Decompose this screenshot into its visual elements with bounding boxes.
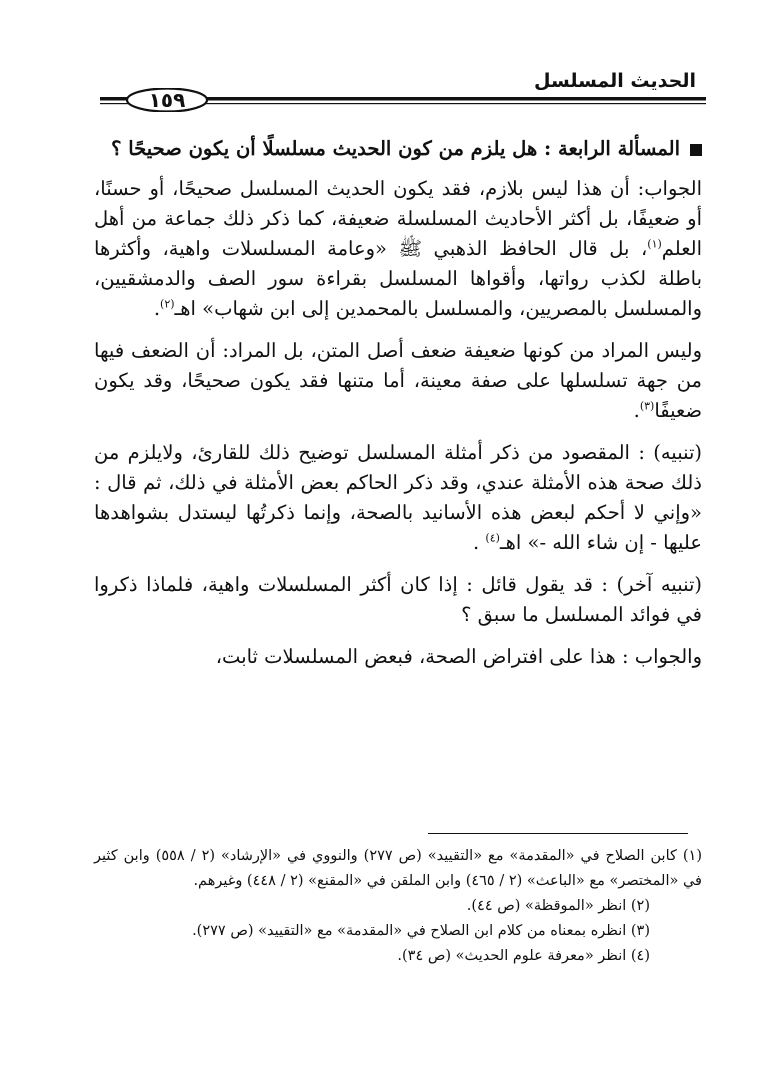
answer-text-part2: ، بل قال الحافظ الذهبي ﷺ «وعامة المسلسلات واهية، وأكثرها باطلة لكذب رواتها، وأقواها المسلسل بقراءة سور الصف والدمشقيين، والمسلسل بالمصريين، والمسلسل بالمحمدين إلى ابن شهاب» اهـ <box>94 237 702 320</box>
page-number: ١٥٩ <box>148 88 186 112</box>
answer-paragraph: الجواب: أن هذا ليس بلازم، فقد يكون الحديث المسلسل صحيحًا، أو حسنًا، أو ضعيفًا، بل أكثر الأحاديث المسلسلة ضعيفة، كما ذكر ذلك جماعة من أهل العلم$^{(١)}$، بل قال الحافظ الذهبي ﷺ «وعامة المسلسلات واهية، وأكثرها باطلة لكذب رواتها، وأقواها المسلسل بقراءة سور الصف والدمشقيين، والمسلسل بالمصريين، والمسلسل بالمحمدين إلى ابن شهاب» اهـ$^{(٢)}$. <box>94 177 702 320</box>
footnote-ref-1[interactable]: (١) <box>647 237 662 251</box>
note-text: (تنبيه) : المقصود من ذكر أمثلة المسلسل توضيح ذلك للقارئ، ولايلزم من ذلك صحة هذه الأمثلة عندي، وقد ذكر الحاكم بعض الأمثلة في ذلك، ثم قال : «وإني لا أحكم لبعض هذه الأسانيد بالصحة، وإنما ذكرتُها ليستدل بشواهدها عليها - إن شاء الله -» اهـ <box>94 441 702 554</box>
question-paragraph <box>94 134 702 164</box>
footnote-ref-2[interactable]: (٢) <box>160 297 175 311</box>
clarification-text: وليس المراد من كونها ضعيفة ضعف أصل المتن، بل المراد: أن الضعف فيها من جهة تسلسلها على صفة معينة، أما متنها فقد يكون صحيحًا، وقد يكون ضعيفًا <box>94 339 702 422</box>
footnote-separator <box>428 833 688 834</box>
footnote-1: (١) كابن الصلاح في «المقدمة» مع «التقييد» (ص ٢٧٧) والنووي في «الإرشاد» (٢ / ٥٥٨) وابن كثير في «المختصر» مع «الباعث» (٢ / ٤٦٥) وابن الملقن في «المقنع» (٢ / ٤٤٨) وغيرهم. <box>94 848 702 889</box>
question-label: المسألة الرابعة : <box>544 137 680 160</box>
note-paragraph: (تنبيه) : المقصود من ذكر أمثلة المسلسل توضيح ذلك للقارئ، ولايلزم من ذلك صحة هذه الأمثلة عندي، وقد ذكر الحاكم بعض الأمثلة في ذلك، ثم قال : «وإني لا أحكم لبعض هذه الأسانيد بالصحة، وإنما ذكرتُها ليستدل بشواهدها عليها - إن شاء الله -» اهـ$^{(٤)}$ . <box>94 441 702 554</box>
footnote-ref-4[interactable]: (٤) <box>485 531 500 545</box>
square-bullet-icon <box>690 144 702 156</box>
footnotes <box>94 844 702 969</box>
second-note-paragraph: (تنبيه آخر) : قد يقول قائل : إذا كان أكثر المسلسلات واهية، فلماذا ذكروا في فوائد المسلسل ما سبق ؟ <box>94 573 702 626</box>
question-text: هل يلزم من كون الحديث مسلسلًا أن يكون صحيحًا ؟ <box>111 137 538 160</box>
running-title: الحديث المسلسل <box>534 70 696 92</box>
footnote-ref-3[interactable]: (٣) <box>639 399 655 413</box>
answer-text-part1: الجواب: أن هذا ليس بلازم، فقد يكون الحديث المسلسل صحيحًا، أو حسنًا، أو ضعيفًا، بل أكثر الأحاديث المسلسلة ضعيفة، كما ذكر ذلك جماعة من أهل العلم <box>94 177 702 260</box>
footnote-2: (٢) انظر «الموقظة» (ص ٤٤). <box>466 898 650 914</box>
footnote-3: (٣) انظره بمعناه من كلام ابن الصلاح في «المقدمة» مع «التقييد» (ص ٢٧٧). <box>192 923 650 939</box>
main-text <box>94 134 702 684</box>
footnote-4: (٤) انظر «معرفة علوم الحديث» (ص ٣٤). <box>397 948 650 964</box>
clarification-paragraph: وليس المراد من كونها ضعيفة ضعف أصل المتن، بل المراد: أن الضعف فيها من جهة تسلسلها على صفة معينة، أما متنها فقد يكون صحيحًا، وقد يكون ضعيفًا$^{(٣)}$. <box>94 339 702 422</box>
final-answer-paragraph: والجواب : هذا على افتراض الصحة، فبعض المسلسلات ثابت، <box>215 645 702 668</box>
